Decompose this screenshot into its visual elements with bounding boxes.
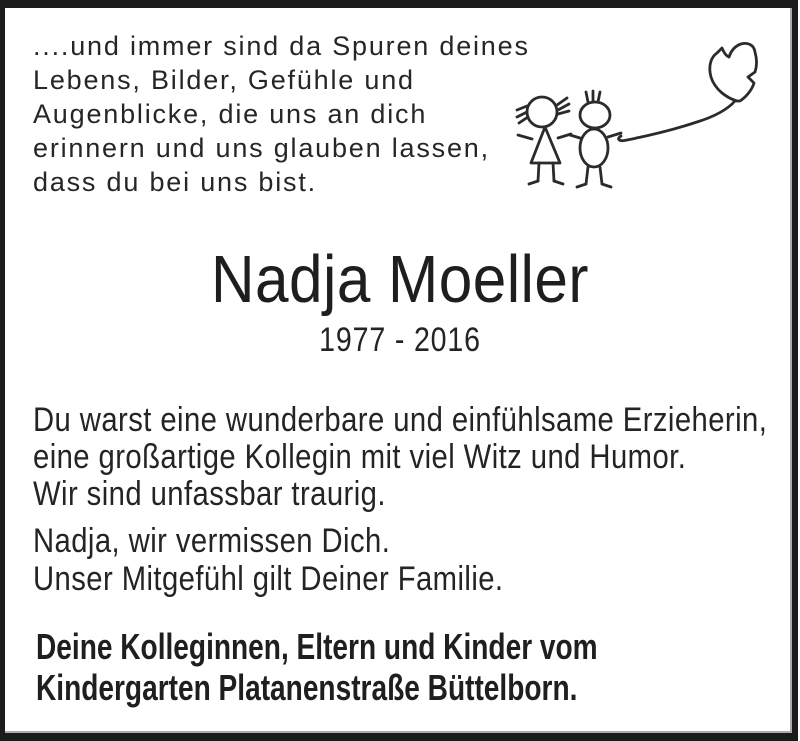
quote-line: Augenblicke, die uns an dich <box>33 99 428 129</box>
signature-line: Kindergarten Platanenstraße Büttelborn. <box>36 667 578 708</box>
memorial-quote <box>33 29 530 199</box>
signature-text <box>36 626 598 708</box>
quote-line: Lebens, Bilder, Gefühle und <box>33 65 415 95</box>
tribute-line: Du warst eine wunderbare und einfühlsame Erzieherin, <box>33 401 768 439</box>
tribute-text <box>33 402 767 513</box>
deceased-name: Nadja Moeller <box>211 242 589 317</box>
life-years: 1977 - 2016 <box>319 321 481 359</box>
farewell-line: Unser Mitgefühl gilt Deiner Familie. <box>33 560 504 598</box>
farewell-line: Nadja, wir vermissen Dich. <box>33 522 391 560</box>
signature-line: Deine Kolleginnen, Eltern und Kinder vom <box>36 626 598 667</box>
balloon-string <box>619 101 735 141</box>
quote-line: dass du bei uns bist. <box>33 167 317 197</box>
girl-figure <box>517 97 571 184</box>
quote-line: ....und immer sind da Spuren deines <box>33 31 530 61</box>
tribute-line: eine großartige Kollegin mit viel Witz und Humor. <box>33 438 687 476</box>
farewell-text <box>33 522 503 598</box>
tribute-line: Wir sind unfassbar traurig. <box>33 475 386 513</box>
boy-figure <box>570 91 621 187</box>
quote-line: erinnern und uns glauben lassen, <box>33 133 490 163</box>
leaf-balloon <box>710 43 757 101</box>
children-balloon-drawing <box>498 30 770 190</box>
